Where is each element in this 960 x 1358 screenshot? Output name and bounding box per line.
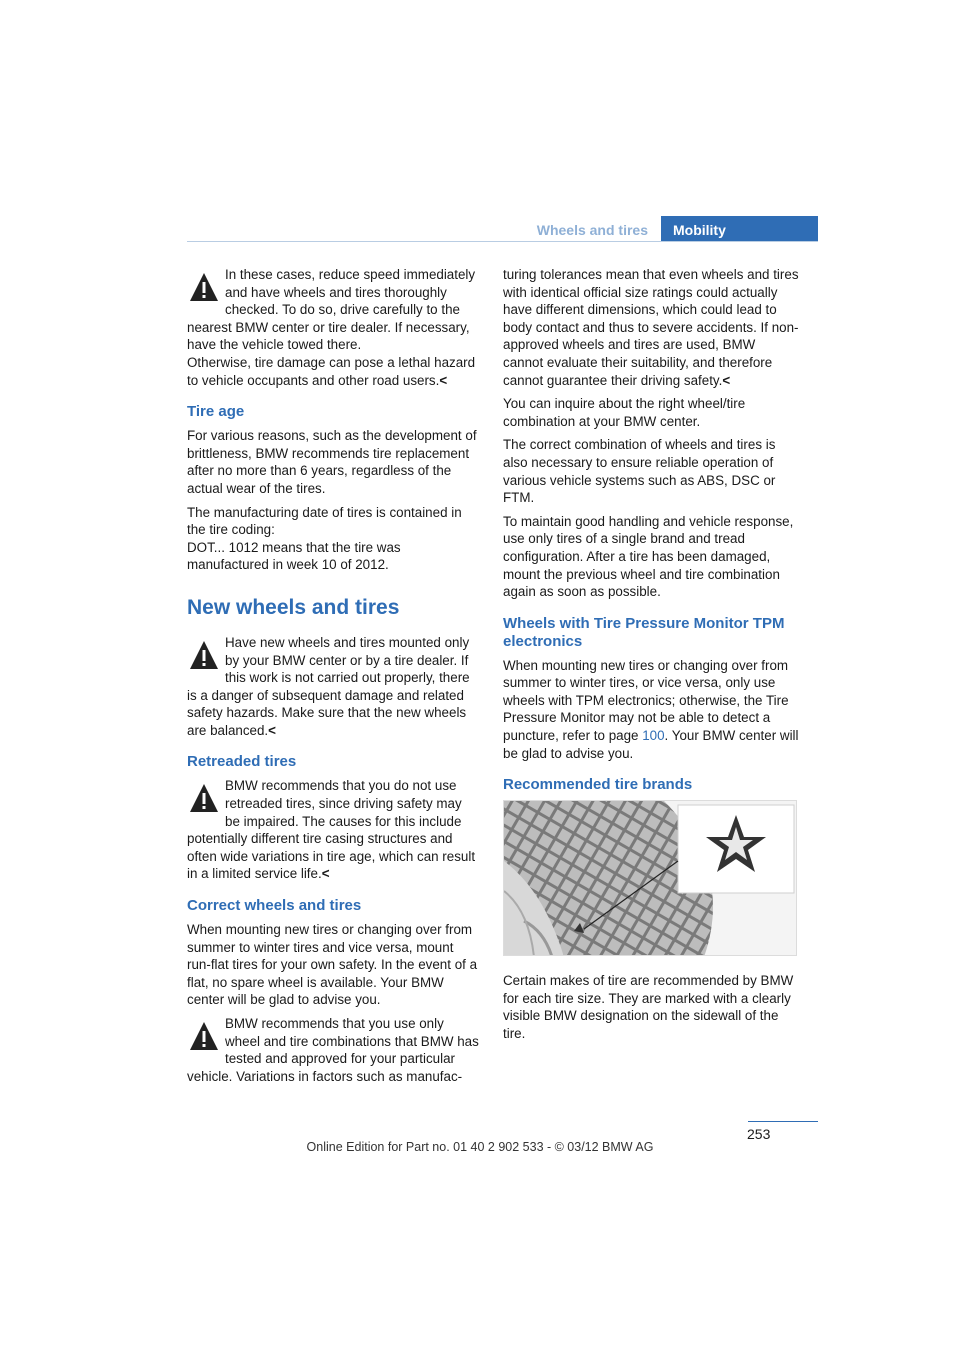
warning-block	[187, 266, 479, 389]
header-rule	[187, 241, 818, 242]
paragraph: To maintain good handling and vehicle response, use only tires of a single brand and tread configuration. After a tire has been damaged, mount the previous wheel and tire combination again as soon as possible.	[503, 513, 794, 600]
heading-tire-brands: Recommended tire brands	[503, 776, 693, 794]
end-mark: <	[321, 866, 330, 882]
warning-block	[187, 634, 479, 740]
footer-edition: Online Edition for Part no. 01 40 2 902 533 - © 03/12 BMW AG	[306, 1140, 654, 1154]
page-header	[187, 216, 818, 243]
tire-star-illustration	[503, 800, 797, 956]
warning-text-continued: Otherwise, tire damage can pose a lethal hazard to vehicle occupants and other road users.	[187, 354, 476, 388]
paragraph: . Your BMW center will be glad to advise you.	[503, 728, 799, 761]
warning-text: Have new wheels and tires mounted only by your BMW center or by a tire dealer. If this work is not carried out properly, there is a danger of subsequent damage and related safety hazards. Make sure that the new wheels are balanced.	[187, 634, 470, 738]
end-mark: <	[268, 722, 276, 738]
paragraph: You can inquire about the right wheel/tire combination at your BMW center.	[503, 396, 746, 429]
warning-triangle-icon	[187, 638, 225, 672]
heading-tire-age: Tire age	[187, 403, 245, 421]
heading-tpm: Wheels with Tire Pressure Monitor TPM electronics	[503, 614, 785, 650]
page-link[interactable]: 100	[642, 728, 665, 744]
paragraph: Certain makes of tire are recommended by BMW for each tire size. They are marked with a clearly visible BMW designation on the sidewall of the tire.	[503, 973, 794, 1042]
tire-sidewall-image	[504, 801, 797, 956]
heading-new-wheels: New wheels and tires	[187, 595, 400, 619]
end-mark: <	[439, 372, 448, 388]
paragraph: turing tolerances mean that even wheels and tires with identical official size ratings could actually have different dimensions, which could lead to body contact and thus to severe accidents. If non-approved wheels and tires are used, BMW cannot evaluate their suitability, and therefore cannot guarantee their driving safety.	[503, 267, 799, 388]
paragraph: The manufacturing date of tires is contained in the tire coding:	[187, 504, 462, 538]
warning-text: BMW recommends that you use only wheel and tire combinations that BMW has tested and approved for your particular vehicle. Variations in factors such as manufac-	[187, 1016, 479, 1084]
warning-text: BMW recommends that you do not use retreaded tires, since driving safety may be impaired. The causes for this include potentially different tire casing structures and often wide variations in tire age, which can result in a limited service life.	[187, 778, 476, 882]
warning-block	[187, 777, 479, 883]
header-section-title: Wheels and tires	[536, 222, 648, 238]
page-number: 253	[747, 1126, 771, 1142]
warning-triangle-icon	[187, 1019, 225, 1053]
warning-triangle-icon	[187, 270, 225, 304]
paragraph: When mounting new tires or changing over from summer to winter tires, or vice versa, only use wheels with TPM electronics; otherwise, the Tire Pressure Monitor may not be able to detect a puncture, refer to page	[503, 657, 789, 744]
end-mark: <	[722, 372, 731, 388]
paragraph: The correct combination of wheels and tires is also necessary to ensure reliable operation of various vehicle systems such as ABS, DSC or FTM.	[503, 437, 776, 506]
heading-retreaded: Retreaded tires	[187, 753, 297, 771]
heading-correct-wheels: Correct wheels and tires	[187, 897, 362, 915]
warning-triangle-icon	[187, 781, 225, 815]
paragraph: DOT... 1012 means that the tire was manufactured in week 10 of 2012.	[187, 539, 401, 573]
paragraph: For various reasons, such as the development of brittleness, BMW recommends tire replacement after no more than 6 years, regardless of the actual wear of the tires.	[187, 428, 477, 496]
paragraph: When mounting new tires or changing over from summer to winter tires and vice versa, mount run-flat tires for your own safety. In the event of a flat, no spare wheel is available. Your BMW center will be glad to advise you.	[187, 922, 478, 1008]
page-number-rule	[748, 1121, 818, 1122]
warning-text: In these cases, reduce speed immediately and have wheels and tires thoroughly checked. To do so, drive carefully to the nearest BMW center or tire dealer. If necessary, have the vehicle towed there.	[187, 267, 476, 353]
header-chapter-tab: Mobility	[661, 216, 818, 242]
left-column	[187, 266, 479, 1091]
warning-block	[187, 1015, 479, 1085]
right-column	[503, 266, 799, 1049]
